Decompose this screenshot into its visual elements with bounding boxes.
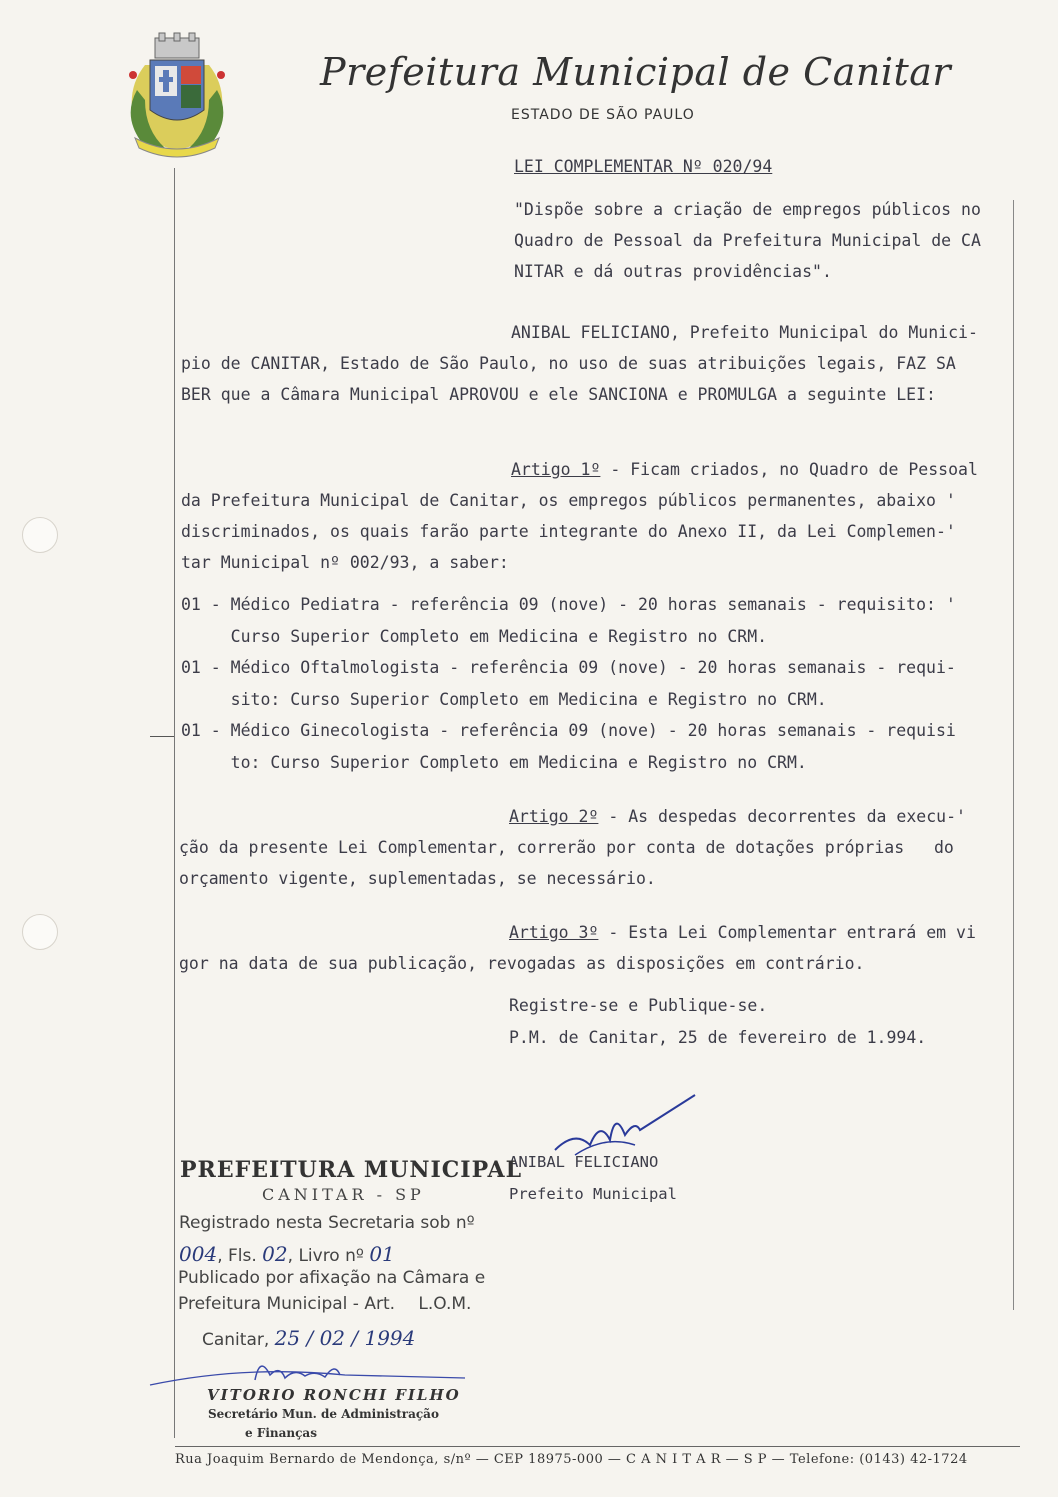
job-item: to: Curso Superior Completo em Medicina e Registro no CRM. <box>181 753 807 772</box>
job-item: 01 - Médico Oftalmologista - referência 09 (nove) - 20 horas semanais - requi- <box>181 658 956 677</box>
stamp-title: PREFEITURA MUNICIPAL <box>180 1157 523 1183</box>
article-3-first-line: Artigo 3º - Esta Lei Complementar entrará em vi <box>509 923 976 942</box>
secretary-role-2: e Finanças <box>245 1426 317 1440</box>
job-item: sito: Curso Superior Completo em Medicina e Registro no CRM. <box>181 690 827 709</box>
article-2-first-line: Artigo 2º - As despedas decorrentes da execu-' <box>509 807 966 826</box>
coat-of-arms-icon <box>115 30 240 165</box>
stamp-subtitle: CANITAR - SP <box>262 1185 425 1204</box>
footer-address: Rua Joaquim Bernardo de Mendonça, s/nº — CEP 18975-000 — C A N I T A R — S P — Telefone: (0143) 42-1724 <box>175 1452 968 1467</box>
stamp-published-2: Prefeitura Municipal - Art. L.O.M. <box>178 1294 472 1314</box>
ementa-line: NITAR e dá outras providências". <box>514 262 832 281</box>
article-2-line: ção da presente Lei Complementar, correrão por conta de dotações próprias do <box>179 838 954 857</box>
page-title: Prefeitura Municipal de Canitar <box>320 50 952 94</box>
registration-number: 004 <box>179 1242 218 1266</box>
job-item: 01 - Médico Ginecologista - referência 09 (nove) - 20 horas semanais - requisi <box>181 721 956 740</box>
ementa-line: "Dispõe sobre a criação de empregos públicos no <box>514 200 981 219</box>
state-label: ESTADO DE SÃO PAULO <box>511 107 695 123</box>
job-item: 01 - Médico Pediatra - referência 09 (nove) - 20 horas semanais - requisito: ' <box>181 595 956 614</box>
secretary-role: Secretário Mun. de Administração <box>208 1407 439 1421</box>
ementa-line: Quadro de Pessoal da Prefeitura Municipal de CA <box>514 231 981 250</box>
stamp-registered: Registrado nesta Secretaria sob nº <box>179 1213 475 1233</box>
closing-line: Registre-se e Publique-se. <box>509 996 768 1015</box>
article-3-label: Artigo 3º <box>509 923 599 942</box>
preamble-line: pio de CANITAR, Estado de São Paulo, no uso de suas atribuições legais, FAZ SA <box>181 354 956 373</box>
law-number: LEI COMPLEMENTAR Nº 020/94 <box>514 157 773 176</box>
article-1-line: tar Municipal nº 002/93, a saber: <box>181 553 509 572</box>
stamp-date-line: Canitar, 25 / 02 / 1994 <box>202 1326 416 1350</box>
signer-role: Prefeito Municipal <box>509 1185 677 1203</box>
right-margin-line <box>1013 200 1014 1310</box>
livro-number: 01 <box>369 1242 395 1266</box>
article-1-label: Artigo 1º <box>511 460 601 479</box>
margin-tick <box>150 736 174 737</box>
stamp-registration: 004, Fls. 02, Livro nº 01 <box>179 1242 395 1266</box>
article-2-line: orçamento vigente, suplementadas, se necessário. <box>179 869 656 888</box>
article-1-line: da Prefeitura Municipal de Canitar, os empregos públicos permanentes, abaixo ' <box>181 491 956 510</box>
stamp-published: Publicado por afixação na Câmara e <box>178 1268 486 1288</box>
punch-hole-1 <box>22 517 58 553</box>
article-3-line: gor na data de sua publicação, revogadas as disposições em contrário. <box>179 954 865 973</box>
job-item: Curso Superior Completo em Medicina e Registro no CRM. <box>181 627 768 646</box>
article-1-line: discriminados, os quais farão parte integrante do Anexo II, da Lei Complemen-' <box>181 522 956 541</box>
fls-number: 02 <box>262 1242 288 1266</box>
signer-name: ANIBAL FELICIANO <box>509 1153 659 1171</box>
left-margin-line <box>174 168 175 1438</box>
secretary-name: VITORIO RONCHI FILHO <box>207 1386 461 1404</box>
footer-divider <box>175 1446 1020 1447</box>
preamble-line: BER que a Câmara Municipal APROVOU e ele SANCIONA e PROMULGA a seguinte LEI: <box>181 385 936 404</box>
article-2-label: Artigo 2º <box>509 807 599 826</box>
stamp-date: 25 / 02 / 1994 <box>274 1326 416 1350</box>
article-1-first-line: Artigo 1º - Ficam criados, no Quadro de Pessoal <box>511 460 978 479</box>
preamble-line: ANIBAL FELICIANO, Prefeito Municipal do Munici- <box>511 323 978 342</box>
closing-line: P.M. de Canitar, 25 de fevereiro de 1.994. <box>509 1028 927 1047</box>
punch-hole-2 <box>22 914 58 950</box>
